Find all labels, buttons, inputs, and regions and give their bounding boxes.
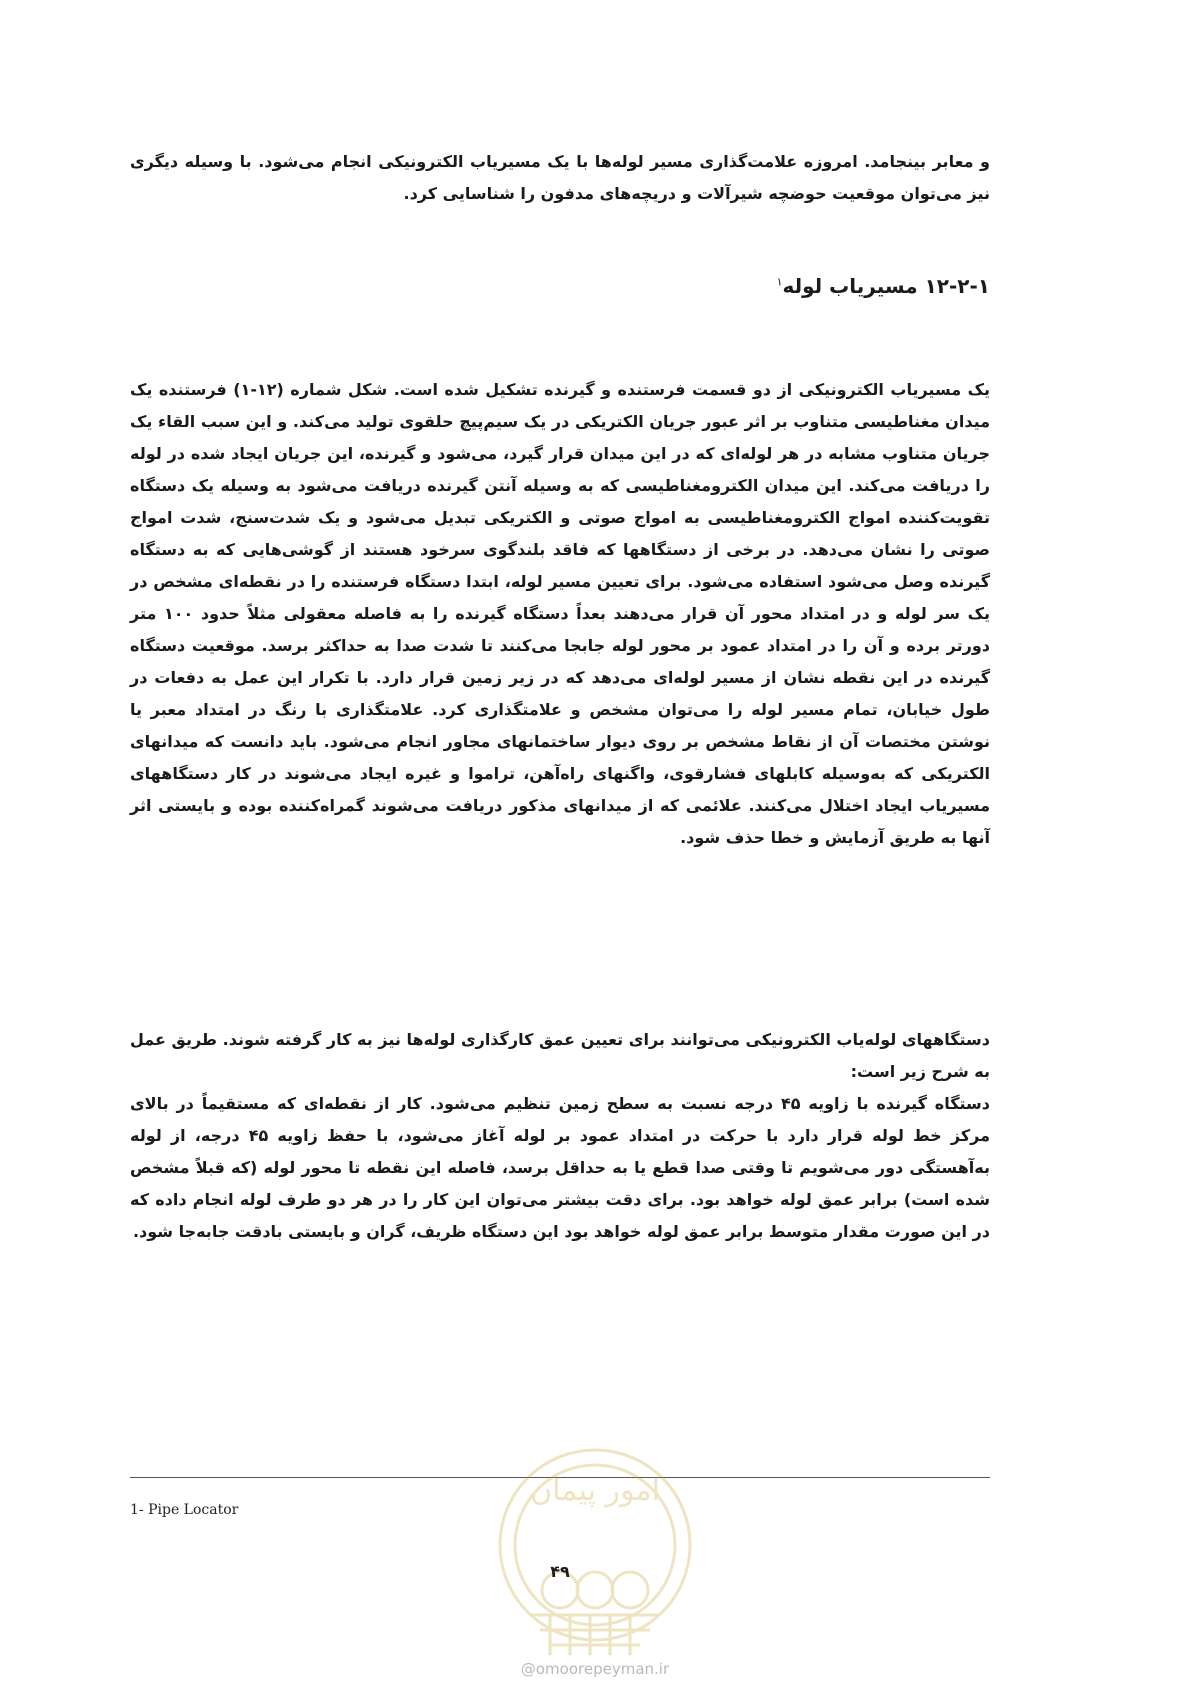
paragraph-depth: دستگاههای لوله‌یاب الکترونیکی می‌توانند برای تعیین عمق کارگذاری لوله‌ها نیز به کار گرفته شوند. طریق عمل به شرح زیر است:: [130, 1030, 990, 1081]
section-heading: [777, 274, 990, 298]
watermark-logo: [490, 1440, 700, 1670]
paragraph-intro: و معابر بینجامد. امروزه علامت‌گذاری مسیر لوله‌ها با یک مسیریاب الکترونیکی انجام می‌شود. با وسیله دیگری نیز می‌توان موقعیت حوضچه شیرآلات و دریچه‌های مدفون را شناسایی کرد.: [130, 152, 990, 203]
section-heading-text: ۱۲-۲-۱ مسیریاب لوله: [782, 274, 990, 298]
watermark-site-text: omoorepeyman.ir: [535, 1660, 670, 1678]
paragraph-main: یک مسیریاب الکترونیکی از دو قسمت فرستنده و گیرنده تشکیل شده است. شکل شماره (۱۲-۱) فرستنده یک میدان مغناطیسی متناوب بر اثر عبور جریان الکتریکی در یک سیم‌پیچ حلقوی تولید می‌کند. و این سبب القاء یک جریان متناوب مشابه در هر لوله‌ای که در این میدان قرار گیرد، می‌شود و گیرنده، این جریان ایجاد شده در لوله را دریافت می‌کند. این میدان الکترومغناطیسی که به وسیله آنتن گیرنده دریافت می‌شود به وسیله یک دستگاه تقویت‌کننده امواج الکترومغناطیسی به امواج صوتی و الکتریکی تبدیل می‌شود و یک شدت‌سنج، شدت امواج صوتی را نشان می‌دهد. در برخی از دستگاهها که فاقد بلندگوی سرخود هستند از گوشی‌هایی که به دستگاه گیرنده وصل می‌شود استفاده می‌شود. برای تعیین مسیر لوله، ابتدا دستگاه فرستنده را در نقطه‌ای مشخص در یک سر لوله و در امتداد محور آن قرار می‌دهند بعداً دستگاه گیرنده را به فاصله معقولی مثلاً حدود ۱۰۰ متر دورتر برده و آن را در امتداد عمود بر محور لوله جابجا می‌کنند تا شدت صدا به حداکثر برسد. موقعیت دستگاه گیرنده در این نقطه نشان از مسیر لوله‌ای می‌دهد که در زیر زمین قرار دارد. با تکرار این عمل به دفعات در طول خیابان، تمام مسیر لوله را می‌توان مشخص و علامتگذاری کرد. علامتگذاری با رنگ در امتداد معبر یا نوشتن مختصات آن از نقاط مشخص بر روی دیوار ساختمانهای مجاور انجام می‌شود. باید دانست که میدانهای الکتریکی که به‌وسیله کابلهای فشارقوی، واگنهای راه‌آهن، تراموا و غیره ایجاد می‌شوند در کار دستگاههای مسیریاب ایجاد اختلال می‌کنند. علائمی که از میدانهای مذکور دریافت می‌شوند گمراه‌کننده بوده و بایستی اثر آنها به طریق آزمایش و خطا حذف شود.: [130, 380, 990, 847]
paragraph-method: دستگاه گیرنده با زاویه ۴۵ درجه نسبت به سطح زمین تنظیم می‌شود. کار از نقطه‌ای که مستقیماً در بالای مرکز خط لوله قرار دارد با حرکت در امتداد عمود بر لوله آغاز می‌شود، با حفظ زاویه ۴۵ درجه، از لوله به‌آهستگی دور می‌شویم تا وقتی صدا قطع یا به حداقل برسد، فاصله این نقطه تا محور لوله (که قبلاً مشخص شده است) برابر عمق لوله خواهد بود. برای دقت بیشتر می‌توان این کار را در هر دو طرف لوله انجام داده که در این صورت مقدار متوسط برابر عمق لوله خواهد بود این دستگاه ظریف، گران و بایستی بادقت جابه‌جا شود.: [130, 1094, 991, 1241]
watermark-site: @omoorepeyman.ir: [520, 1660, 670, 1678]
footnote: 1- Pipe Locator: [130, 1502, 239, 1518]
heading-footnote-marker: ۱: [776, 275, 783, 289]
page-number: ۴۹: [550, 1562, 570, 1581]
watermark-logo-text: امور پیمان: [530, 1473, 660, 1508]
